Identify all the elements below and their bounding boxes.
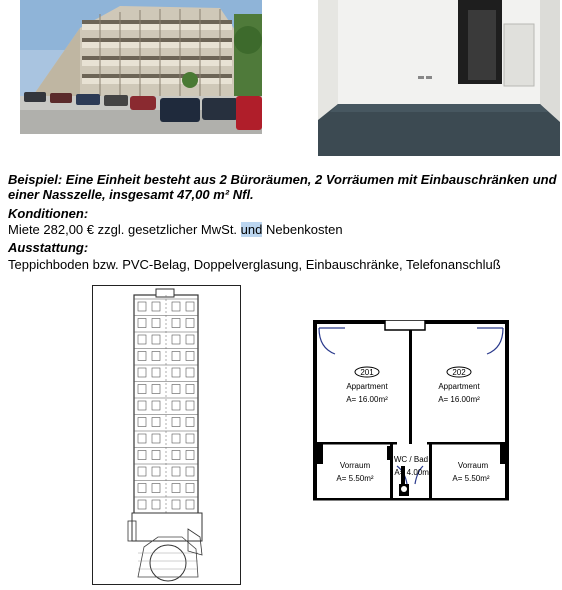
ausstattung-text: Teppichboden bzw. PVC-Belag, Doppelverglasung, Einbauschränke, Telefonanschluß: [8, 257, 501, 272]
nebenkosten-text: Nebenkosten: [262, 222, 343, 237]
site-plan-drawing: [92, 285, 241, 585]
room-202-number: 202: [452, 368, 466, 377]
room-201-name: Appartment: [346, 382, 388, 391]
wc-bad-area: A= 4.00m²: [394, 468, 432, 477]
room-202-area: A= 16.00m²: [438, 395, 480, 404]
vorraum-2-area: A= 5.50m²: [452, 474, 490, 483]
rent-text: Miete 282,00 € zzgl. gesetzlicher MwSt.: [8, 222, 241, 237]
room-201-number: 201: [360, 368, 374, 377]
vorraum-1-name: Vorraum: [339, 461, 371, 470]
vorraum-2-name: Vorraum: [457, 461, 489, 470]
highlighted-word: und: [240, 222, 263, 237]
empty-room-interior-photo: [318, 0, 560, 156]
vorraum-1-area: A= 5.50m²: [336, 474, 374, 483]
room-201-area: A= 16.00m²: [346, 395, 388, 404]
konditionen-title: Konditionen:: [8, 206, 89, 221]
building-exterior-photo: [20, 0, 262, 134]
unit-floor-plan: [305, 320, 517, 503]
ausstattung-title: Ausstattung:: [8, 240, 89, 255]
unit-description-heading: Beispiel: Eine Einheit besteht aus 2 Büroräumen, 2 Vorräumen mit Einbauschränken und einer Nasszelle, insgesamt 47,00 m² Nfl.: [8, 172, 557, 202]
konditionen-text: [8, 222, 558, 237]
wc-bad-name: WC / Bad: [393, 455, 429, 464]
room-202-name: Appartment: [438, 382, 480, 391]
